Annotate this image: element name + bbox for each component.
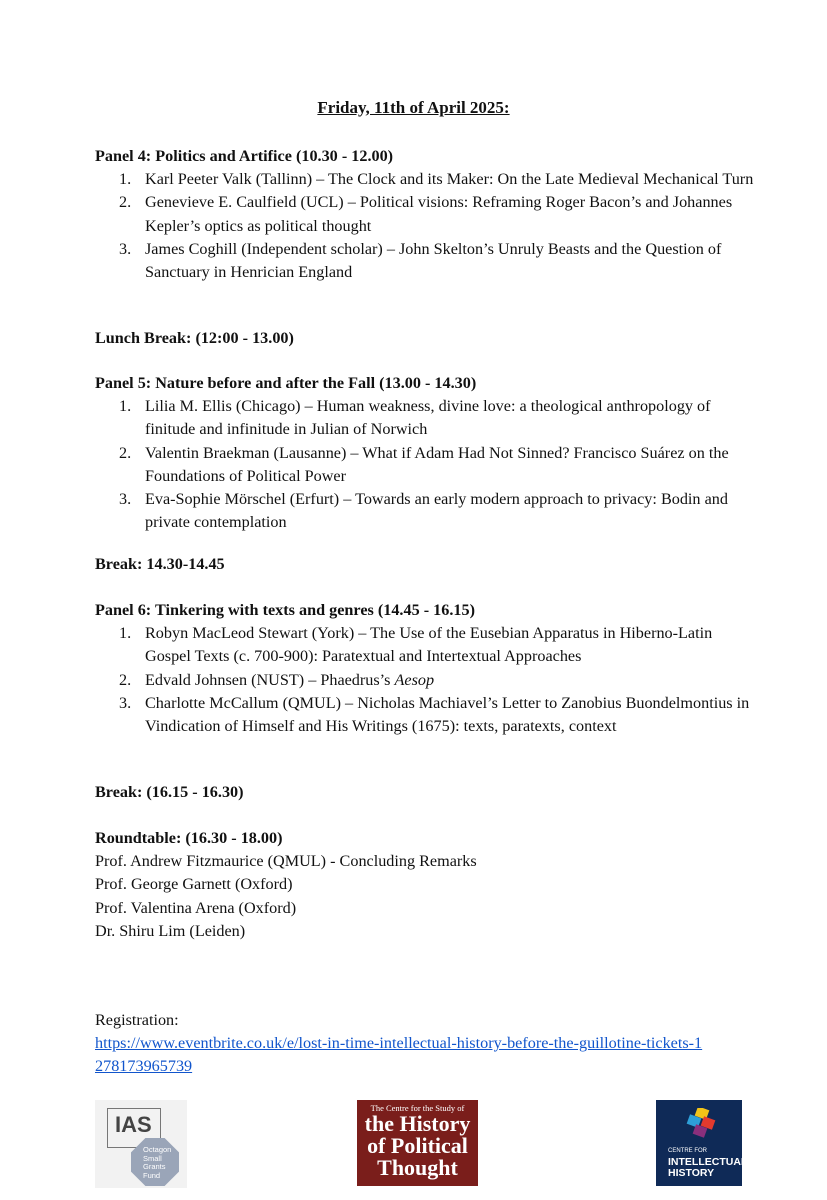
late-break: Break: (16.15 - 16.30)	[95, 783, 244, 801]
talk-text: Eva-Sophie Mörschel (Erfurt) – Towards an early modern approach to privacy: Bodin and private contemplation	[145, 490, 728, 532]
panel-4	[95, 145, 755, 284]
history-of-political-thought-logo	[357, 1100, 478, 1186]
list-item	[95, 395, 755, 441]
ias-sub-line: Small	[143, 1153, 162, 1163]
ias-sub-line: Grants	[143, 1162, 166, 1171]
item-number: 2.	[119, 443, 132, 462]
list-item	[95, 168, 755, 191]
panel-heading: Panel 4: Politics and Artifice (10.30 - 12.00)	[95, 147, 394, 165]
panel-heading: Panel 6: Tinkering with texts and genres (14.45 - 16.15)	[95, 601, 475, 619]
ias-logo-subtext	[143, 1146, 171, 1180]
hpt-logo-line: of Political	[367, 1133, 468, 1158]
panel-5	[95, 372, 755, 534]
list-item	[95, 622, 755, 668]
cih-logo-line: HISTORY	[668, 1167, 715, 1179]
item-number: 1.	[119, 624, 132, 643]
item-number: 3.	[119, 239, 132, 258]
page-title: Friday, 11th of April 2025:	[317, 98, 510, 117]
hpt-logo-line: Thought	[377, 1155, 458, 1180]
roundtable-speaker: Dr. Shiru Lim (Leiden)	[95, 921, 246, 940]
talk-text: James Coghill (Independent scholar) – John Skelton’s Unruly Beasts and the Question of Sanctuary in Henrician England	[145, 239, 722, 282]
talk-text: Charlotte McCallum (QMUL) – Nicholas Machiavel’s Letter to Zanobius Buondelmontius in Vindication of Himself and His Writings (1675): texts, paratexts, context	[145, 693, 750, 736]
ias-logo-text: IAS	[115, 1112, 152, 1137]
panel-talk-list	[95, 395, 755, 534]
talk-text: Karl Peeter Valk (Tallinn) – The Clock and its Maker: On the Late Medieval Mechanical Turn	[145, 170, 754, 189]
talk-text: Lilia M. Ellis (Chicago) – Human weakness, divine love: a theological anthropology of finitude and infinitude in Julian of Norwich	[145, 397, 711, 439]
panel-talk-list	[95, 622, 755, 738]
centre-for-intellectual-history-logo	[656, 1100, 748, 1186]
roundtable-speaker: Prof. George Garnett (Oxford)	[95, 875, 293, 894]
talk-text: Edvald Johnsen (NUST) – Phaedrus’s	[145, 670, 395, 689]
panel-6	[95, 599, 755, 738]
lunch-break: Lunch Break: (12:00 - 13.00)	[95, 329, 294, 347]
roundtable	[95, 827, 755, 943]
ias-sub-line: Octagon	[143, 1145, 172, 1154]
item-number: 2.	[119, 193, 132, 212]
cih-logo-small-text: CENTRE FOR	[668, 1148, 707, 1154]
panel-talk-list	[95, 168, 755, 284]
ias-sub-line: Fund	[143, 1170, 161, 1180]
roundtable-speaker: Prof. Andrew Fitzmaurice (QMUL) - Concluding Remarks	[95, 852, 477, 871]
talk-text: Genevieve E. Caulfield (UCL) – Political visions: Reframing Roger Bacon’s and Johannes Kepler’s optics as political thought	[145, 193, 733, 235]
cih-logo-name	[668, 1157, 747, 1179]
sponsor-logos	[0, 1098, 827, 1188]
registration	[95, 1009, 795, 1079]
list-item	[95, 238, 755, 284]
registration-link[interactable]	[95, 1034, 702, 1075]
cih-logo-mark-icon	[684, 1108, 718, 1138]
list-item	[95, 669, 755, 692]
list-item	[95, 692, 755, 738]
cih-logo-line: INTELLECTUAL	[668, 1156, 748, 1168]
list-item	[95, 488, 755, 534]
panel-heading: Panel 5: Nature before and after the Fall (13.00 - 14.30)	[95, 374, 477, 392]
item-number: 2.	[119, 670, 132, 689]
registration-label: Registration:	[95, 1011, 179, 1029]
item-number: 1.	[119, 170, 132, 189]
italic-title: Aesop	[394, 670, 435, 689]
registration-link-line2: 278173965739	[95, 1057, 193, 1076]
roundtable-speaker: Prof. Valentina Arena (Oxford)	[95, 898, 297, 917]
afternoon-break: Break: 14.30-14.45	[95, 555, 225, 573]
talk-text: Robyn MacLeod Stewart (York) – The Use of the Eusebian Apparatus in Hiberno-Latin Gospel Texts (c. 700-900): Paratextual and Intertextual Approaches	[145, 624, 713, 666]
talk-text: Valentin Braekman (Lausanne) – What if Adam Had Not Sinned? Francisco Suárez on the Foundations of Political Power	[145, 443, 729, 485]
hpt-logo-line: the History	[364, 1111, 471, 1136]
item-number: 3.	[119, 693, 132, 712]
item-number: 3.	[119, 490, 132, 509]
list-item	[95, 442, 755, 488]
list-item	[95, 191, 755, 237]
registration-link-line1: https://www.eventbrite.co.uk/e/lost-in-time-intellectual-history-before-the-guillotine-tickets-1	[95, 1034, 703, 1053]
roundtable-heading: Roundtable: (16.30 - 18.00)	[95, 829, 283, 847]
ias-logo	[95, 1100, 187, 1188]
item-number: 1.	[119, 397, 132, 416]
hpt-logo-small-text: The Centre for the Study of	[370, 1103, 465, 1113]
